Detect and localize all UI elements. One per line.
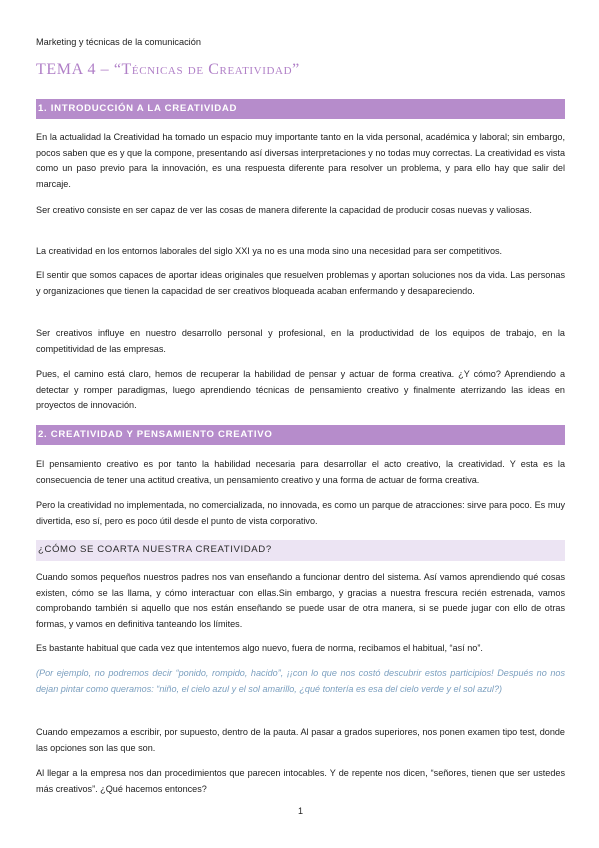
document-page xyxy=(36,0,565,848)
paragraph: Ser creativos influye en nuestro desarrollo personal y profesional, en la productividad de los equipos de trabajo, en la competitividad de las empresas. xyxy=(36,328,565,354)
paragraph: Pero la creatividad no implementada, no comercializada, no innovada, es como un parque de atracciones: sirve para poco. Es muy divertida, eso sí, pero es poco útil desde el punto de vista corporativo. xyxy=(36,500,565,526)
subsection-heading-coarta: ¿CÓMO SE COARTA NUESTRA CREATIVIDAD? xyxy=(36,540,565,561)
paragraph: Ser creativo consiste en ser capaz de ver las cosas de manera diferente la capacidad de producir cosas nuevas y valiosas. xyxy=(36,205,532,215)
paragraph: Cuando somos pequeños nuestros padres nos van enseñando a funcionar dentro del sistema. Así vamos aprendiendo qué cosas existen, cómo se las llama, y cómo interactuar con ellas.Sin embargo, y gracias a nuestra frescura recién estrenada, vamos comprobando también si aquello que nos están enseñando se puede usar de otra manera, si se puede jugar con ello de otras formas, y vamos en definitiva tanteando los límites. xyxy=(36,572,565,629)
running-header: Marketing y técnicas de la comunicación xyxy=(36,37,201,47)
section-heading-introduccion: 1. INTRODUCCIÓN A LA CREATIVIDAD xyxy=(36,99,565,119)
paragraph: En la actualidad la Creatividad ha tomado un espacio muy importante tanto en la vida personal, académica y laboral; sin embargo, pocos saben que es y que la compone, presentando así diversas interpretaciones y no todas muy correctas. La creatividad es vista como un paso previo para la innovación, es una respuesta diferente para resolver un problema, y para ello hay que salir del marcaje. xyxy=(36,132,565,189)
document-title: TEMA 4 – “Técnicas de Creatividad” xyxy=(36,61,300,78)
paragraph: La creatividad en los entornos laborales del siglo XXI ya no es una moda sino una necesidad para ser competitivos. xyxy=(36,246,503,256)
paragraph: Es bastante habitual que cada vez que intentemos algo nuevo, fuera de norma, recibamos el habitual, “así no”. xyxy=(36,643,483,653)
section-heading-creatividad-pensamiento: 2. CREATIVIDAD Y PENSAMIENTO CREATIVO xyxy=(36,425,565,445)
page-number: 1 xyxy=(297,806,303,816)
paragraph: Pues, el camino está claro, hemos de recuperar la habilidad de pensar y actuar de forma creativa. ¿Y cómo? Aprendiendo a detectar y romper paradigmas, luego aprendiendo técnicas de pensamiento creativo y finalmente aterrizando las ideas en proyectos de innovación. xyxy=(36,369,565,411)
paragraph: El pensamiento creativo es por tanto la habilidad necesaria para desarrollar el acto creativo, la creatividad. Y esta es la consecuencia de tener una actitud creativa, un pensamiento creativo y una forma de actuar de forma creativa. xyxy=(36,459,565,485)
paragraph: Al llegar a la empresa nos dan procedimientos que parecen intocables. Y de repente nos dicen, “señores, tienen que ser ustedes más creativos”. ¿Qué hacemos entonces? xyxy=(36,768,565,794)
quote-paragraph: (Por ejemplo, no podremos decir “ponido, rompido, hacido”, ¡¡con lo que nos costó descubrir estos participios! Después no nos dejan pintar como queramos: “niño, el cielo azul y el sol amarillo, ¿qué tontería es esa del cielo verde y el sol azul?) xyxy=(36,668,565,694)
paragraph: Cuando empezamos a escribir, por supuesto, dentro de la pauta. Al pasar a grados superiores, nos ponen examen tipo test, donde las opciones son las que son. xyxy=(36,727,565,753)
paragraph: El sentir que somos capaces de aportar ideas originales que resuelven problemas y aportan soluciones nos da vida. Las personas y organizaciones que tienen la capacidad de ser creativos bloqueada acaban enfermando y desapareciendo. xyxy=(36,270,565,296)
